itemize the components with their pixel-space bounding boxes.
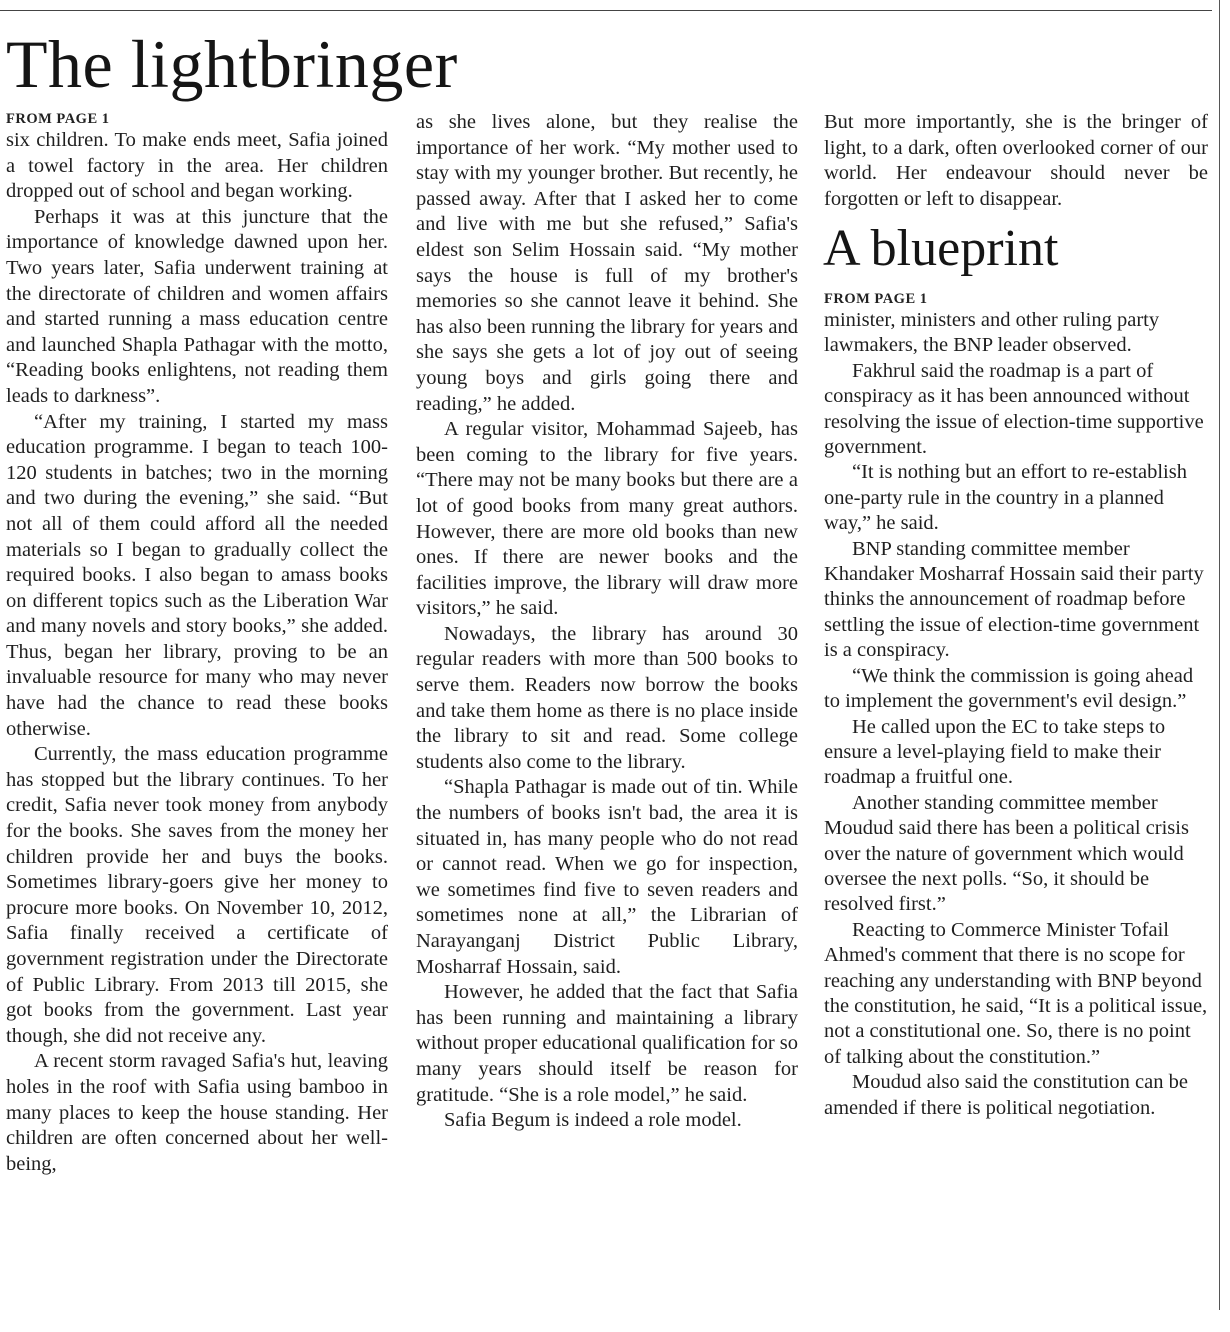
- paragraph: Moudud also said the constitution can be amended if there is political negotiation.: [824, 1071, 1188, 1119]
- article-column-2: [416, 110, 798, 1134]
- paragraph: six children. To make ends meet, Safia joined a towel factory in the area. Her children dropped out of school and began working.: [6, 129, 388, 203]
- continued-from-label: FROM PAGE 1: [6, 111, 110, 127]
- paragraph: However, he added that the fact that Safia has been running and maintaining a library without proper educational qualification for so many years should itself be reason for gratitude. “She is a role model,” he said.: [416, 981, 798, 1106]
- paragraph: But more importantly, she is the bringer of light, to a dark, often overlooked corner of our world. Her endeavour should never be forgotten or left to disappear.: [824, 111, 1208, 210]
- paragraph: Nowadays, the library has around 30 regular readers with more than 500 books to serve them. Readers now borrow the books and take them home as there is no place inside the library to sit and read. Some college students also come to the library.: [416, 622, 798, 773]
- paragraph: Another standing committee member Moudud said there has been a political crisis over the nature of government which would oversee the next polls. “So, it should be resolved first.”: [824, 791, 1189, 916]
- paragraph: “After my training, I started my mass education programme. I began to teach 100-120 students in batches; two in the morning and two during the evening,” she said. “But not all of them could afford all the needed materials so I began to gradually collect the required books. I also began to amass books on different topics such as the Liberation War and many novels and story books,” she added. Thus, began her library, proving to be an invaluable resource for many who may never have had the chance to read these books otherwise.: [6, 410, 388, 740]
- paragraph: BNP standing committee member Khandaker Mosharraf Hossain said their party thinks the announcement of roadmap before settling the issue of election-time government is a conspiracy.: [824, 537, 1204, 662]
- article-column-3: [824, 110, 1208, 212]
- second-article-column: [824, 290, 1208, 1121]
- paragraph: “It is nothing but an effort to re-establish one-party rule in the country in a planned way,” he said.: [824, 461, 1187, 535]
- column-rule: [1219, 0, 1220, 1310]
- article-column-1: [6, 110, 388, 1177]
- second-article-headline: A blueprint: [823, 220, 1059, 277]
- paragraph: Perhaps it was at this juncture that the importance of knowledge dawned upon her. Two years later, Safia underwent training at the directorate of children and women affairs and started running a mass education centre and launched Shapla Pathagar with the motto, “Reading books enlightens, not reading them leads to darkness”.: [6, 205, 388, 407]
- paragraph: Safia Begum is indeed a role model.: [444, 1109, 742, 1132]
- paragraph: Reacting to Commerce Minister Tofail Ahmed's comment that there is no scope for reaching any understanding with BNP beyond the constitution, he said, “It is a political issue, not a constitutional one. So, there is no point of talking about the constitution.”: [824, 918, 1208, 1068]
- paragraph: A regular visitor, Mohammad Sajeeb, has been coming to the library for five years. “There may not be many books but there are a lot of good books from many great authors. However, there are more old books than new ones. If there are newer books and the facilities improve, the library will draw more visitors,” he said.: [416, 418, 798, 620]
- paragraph: Fakhrul said the roadmap is a part of conspiracy as it has been announced without resolving the issue of election-time supportive government.: [824, 359, 1204, 459]
- paragraph: “Shapla Pathagar is made out of tin. While the numbers of books isn't bad, the area it is situated in, has many people who do not read or cannot read. When we go for inspection, we sometimes find five to seven readers and sometimes none at all,” the Librarian of Narayanganj District Public Library, Mosharraf Hossain, said.: [416, 776, 798, 978]
- top-rule: [0, 10, 1212, 11]
- paragraph: “We think the commission is going ahead to implement the government's evil design.”: [824, 664, 1194, 713]
- continued-from-label: FROM PAGE 1: [824, 291, 928, 307]
- paragraph: as she lives alone, but they realise the importance of her work. “My mother used to stay with my younger brother. But recently, he passed away. After that I asked her to come and live with me but she refused,” Safia's eldest son Selim Hossain said. “My mother says the house is full of my brother's memories so she cannot leave it behind. She has also been running the library for years and she says she gets a lot of joy out of seeing young boys and girls going there and reading,” he added.: [416, 111, 798, 415]
- article-headline: The lightbringer: [6, 26, 458, 102]
- paragraph: Currently, the mass education programme has stopped but the library continues. To her credit, Safia never took money from anybody for the books. She saves from the money her children provide her and buys the books. Sometimes library-goers give her money to procure more books. On November 10, 2012, Safia finally received a certificate of government registration under the Directorate of Public Library. From 2013 till 2015, she got books from the government. Last year though, she did not receive any.: [6, 743, 388, 1047]
- paragraph: He called upon the EC to take steps to ensure a level-playing field to make their roadmap a fruitful one.: [824, 715, 1166, 789]
- paragraph: A recent storm ravaged Safia's hut, leaving holes in the roof with Safia using bamboo in many places to keep the house standing. Her children are often concerned about her well-being,: [6, 1050, 388, 1175]
- paragraph: minister, ministers and other ruling party lawmakers, the BNP leader observed.: [824, 309, 1160, 357]
